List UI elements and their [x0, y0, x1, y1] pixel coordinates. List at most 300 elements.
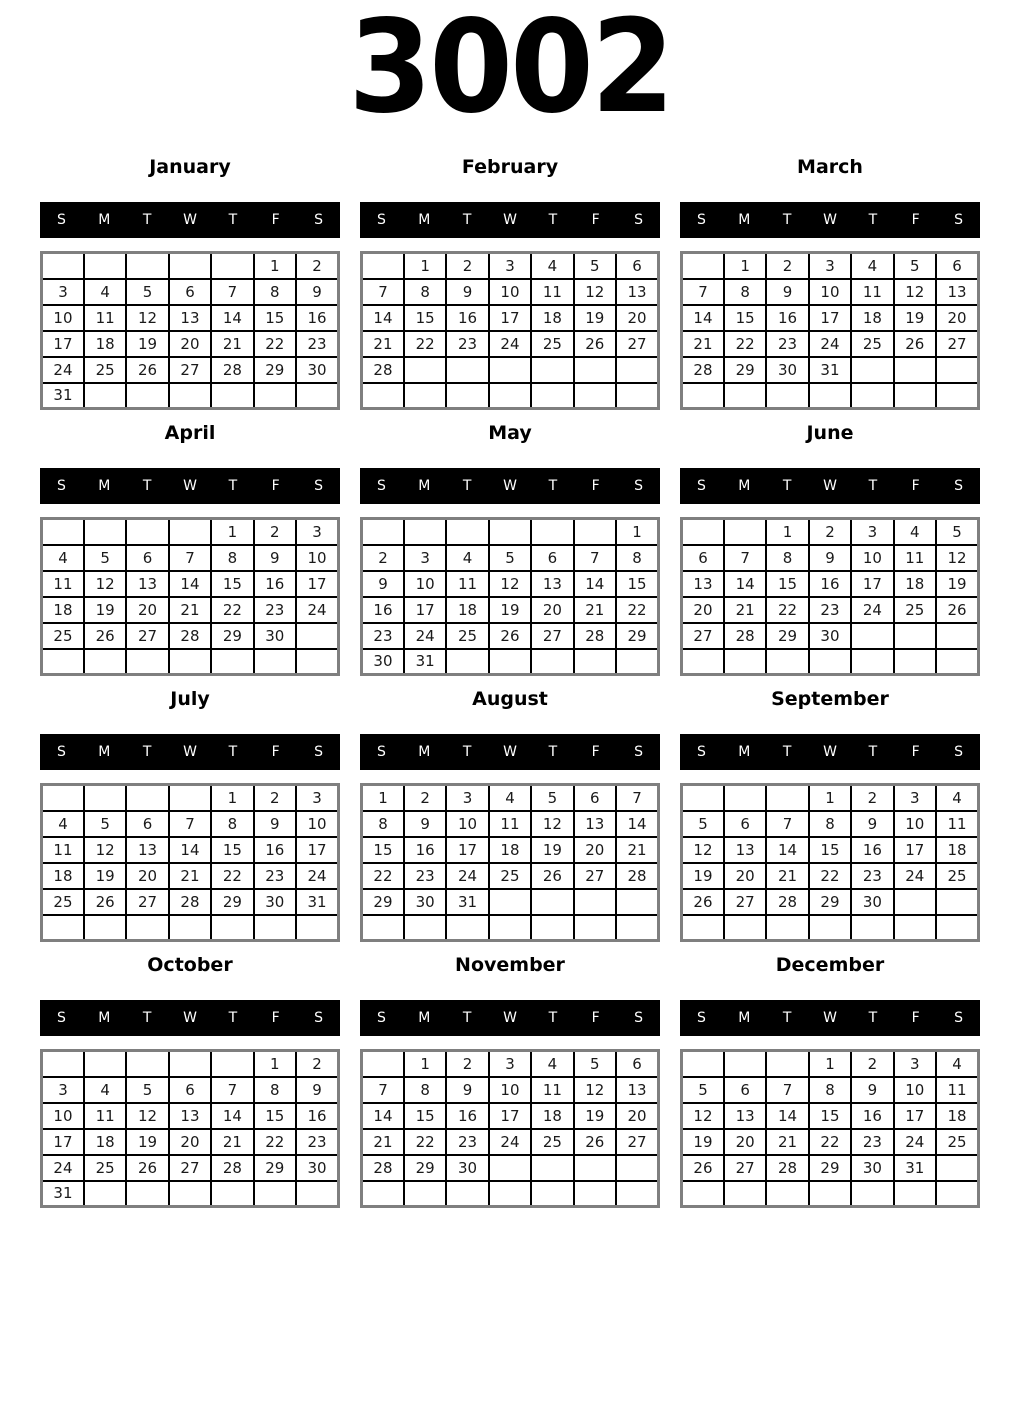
day-cell: 22	[362, 863, 404, 889]
day-cell: 23	[446, 331, 488, 357]
empty-day-cell	[446, 1181, 488, 1207]
day-cell: 2	[851, 785, 893, 811]
empty-day-cell	[936, 649, 978, 675]
day-cell: 21	[362, 1129, 404, 1155]
day-cell: 8	[404, 279, 446, 305]
day-cell: 1	[211, 519, 253, 545]
weekday-label: T	[548, 744, 558, 760]
day-cell: 29	[809, 889, 851, 915]
day-cell: 6	[169, 279, 211, 305]
week-row	[362, 915, 659, 941]
weekday-label: T	[782, 212, 792, 228]
day-cell: 22	[211, 597, 253, 623]
empty-day-cell	[126, 785, 168, 811]
day-cell: 14	[766, 837, 808, 863]
day-cell: 26	[126, 357, 168, 383]
day-cell: 26	[84, 889, 126, 915]
day-cell: 25	[936, 1129, 978, 1155]
day-cell: 17	[489, 305, 531, 331]
weekday-label: W	[503, 212, 517, 228]
week-row	[42, 915, 339, 941]
day-cell: 4	[84, 1077, 126, 1103]
empty-day-cell	[489, 649, 531, 675]
day-cell: 15	[404, 305, 446, 331]
weekday-label: S	[696, 1010, 706, 1026]
weekday-label: S	[696, 744, 706, 760]
day-cell: 26	[574, 331, 616, 357]
day-cell: 13	[724, 1103, 766, 1129]
day-cell: 30	[362, 649, 404, 675]
day-cell: 25	[42, 623, 84, 649]
day-cell: 3	[404, 545, 446, 571]
month-date-grid	[360, 1049, 660, 1208]
day-cell: 26	[682, 889, 724, 915]
empty-day-cell	[254, 1181, 296, 1207]
empty-day-cell	[446, 649, 488, 675]
day-cell: 15	[404, 1103, 446, 1129]
day-cell: 3	[296, 785, 338, 811]
day-cell: 9	[404, 811, 446, 837]
day-cell: 2	[404, 785, 446, 811]
day-cell: 8	[766, 545, 808, 571]
month-date-grid	[680, 251, 980, 410]
day-cell: 21	[362, 331, 404, 357]
empty-day-cell	[169, 253, 211, 279]
empty-day-cell	[766, 649, 808, 675]
day-cell: 1	[404, 253, 446, 279]
day-cell: 15	[211, 571, 253, 597]
weekday-label: S	[314, 212, 324, 228]
day-cell: 24	[296, 863, 338, 889]
week-row	[42, 1181, 339, 1207]
month-block-october	[40, 956, 340, 1208]
weekday-label: S	[376, 478, 386, 494]
week-row	[682, 597, 979, 623]
empty-day-cell	[851, 1181, 893, 1207]
month-date-grid-body	[362, 253, 659, 409]
day-cell: 21	[682, 331, 724, 357]
month-block-may	[360, 424, 660, 676]
empty-day-cell	[809, 915, 851, 941]
empty-day-cell	[446, 915, 488, 941]
weekday-label: T	[548, 1010, 558, 1026]
weekday-label: W	[183, 478, 197, 494]
day-cell: 8	[616, 545, 658, 571]
weekday-label: S	[954, 744, 964, 760]
day-cell: 22	[809, 1129, 851, 1155]
week-row	[682, 889, 979, 915]
week-row	[42, 519, 339, 545]
day-cell: 1	[809, 1051, 851, 1077]
day-cell: 9	[254, 811, 296, 837]
weekday-label: S	[954, 1010, 964, 1026]
day-cell: 17	[296, 837, 338, 863]
day-cell: 6	[724, 811, 766, 837]
day-cell: 18	[446, 597, 488, 623]
empty-day-cell	[809, 383, 851, 409]
empty-day-cell	[724, 519, 766, 545]
empty-day-cell	[531, 1155, 573, 1181]
month-name: March	[797, 156, 863, 178]
day-cell: 22	[211, 863, 253, 889]
day-cell: 25	[851, 331, 893, 357]
day-cell: 28	[616, 863, 658, 889]
empty-day-cell	[851, 915, 893, 941]
day-cell: 25	[531, 331, 573, 357]
day-cell: 4	[84, 279, 126, 305]
day-cell: 30	[296, 357, 338, 383]
weekday-label: T	[462, 1010, 472, 1026]
week-row	[42, 1129, 339, 1155]
day-cell: 4	[446, 545, 488, 571]
empty-day-cell	[682, 253, 724, 279]
week-row	[682, 1181, 979, 1207]
empty-day-cell	[574, 519, 616, 545]
day-cell: 19	[682, 863, 724, 889]
week-row	[42, 1051, 339, 1077]
weekday-header-row	[360, 202, 660, 238]
day-cell: 27	[169, 1155, 211, 1181]
day-cell: 4	[894, 519, 936, 545]
empty-day-cell	[126, 383, 168, 409]
month-block-june	[680, 424, 980, 676]
day-cell: 14	[211, 305, 253, 331]
weekday-label: T	[142, 478, 152, 494]
weekday-label: M	[98, 1010, 111, 1026]
day-cell: 23	[254, 597, 296, 623]
month-name: January	[149, 156, 231, 178]
empty-day-cell	[489, 383, 531, 409]
empty-day-cell	[84, 253, 126, 279]
day-cell: 19	[531, 837, 573, 863]
empty-day-cell	[616, 889, 658, 915]
empty-day-cell	[169, 1181, 211, 1207]
day-cell: 15	[766, 571, 808, 597]
month-date-grid	[360, 251, 660, 410]
empty-day-cell	[531, 519, 573, 545]
weekday-label: T	[782, 1010, 792, 1026]
week-row	[42, 571, 339, 597]
day-cell: 2	[446, 253, 488, 279]
day-cell: 4	[531, 1051, 573, 1077]
day-cell: 8	[211, 811, 253, 837]
day-cell: 16	[851, 837, 893, 863]
year-title: 3002	[348, 0, 672, 142]
day-cell: 10	[446, 811, 488, 837]
week-row	[682, 545, 979, 571]
day-cell: 11	[851, 279, 893, 305]
weekday-label: W	[503, 1010, 517, 1026]
week-row	[42, 357, 339, 383]
weekday-label: T	[548, 212, 558, 228]
day-cell: 4	[851, 253, 893, 279]
empty-day-cell	[682, 519, 724, 545]
day-cell: 9	[766, 279, 808, 305]
day-cell: 24	[296, 597, 338, 623]
empty-day-cell	[574, 915, 616, 941]
month-block-april	[40, 424, 340, 676]
day-cell: 13	[126, 837, 168, 863]
day-cell: 9	[851, 811, 893, 837]
day-cell: 31	[296, 889, 338, 915]
weekday-label: T	[782, 744, 792, 760]
month-date-grid-body	[682, 785, 979, 941]
empty-day-cell	[682, 915, 724, 941]
month-date-grid	[360, 783, 660, 942]
day-cell: 4	[936, 785, 978, 811]
day-cell: 4	[489, 785, 531, 811]
day-cell: 8	[404, 1077, 446, 1103]
months-grid	[0, 158, 1020, 1208]
empty-day-cell	[936, 915, 978, 941]
day-cell: 15	[809, 837, 851, 863]
month-date-grid-body	[682, 519, 979, 675]
day-cell: 17	[404, 597, 446, 623]
weekday-label: T	[462, 212, 472, 228]
empty-day-cell	[574, 1181, 616, 1207]
week-row	[362, 571, 659, 597]
weekday-label: T	[868, 744, 878, 760]
month-date-grid	[680, 1049, 980, 1208]
day-cell: 12	[936, 545, 978, 571]
month-date-grid	[40, 251, 340, 410]
week-row	[682, 785, 979, 811]
day-cell: 22	[404, 1129, 446, 1155]
day-cell: 14	[169, 571, 211, 597]
day-cell: 4	[936, 1051, 978, 1077]
weekday-label: S	[314, 1010, 324, 1026]
day-cell: 11	[489, 811, 531, 837]
day-cell: 16	[766, 305, 808, 331]
weekday-label: M	[98, 478, 111, 494]
day-cell: 13	[169, 1103, 211, 1129]
day-cell: 21	[211, 331, 253, 357]
empty-day-cell	[211, 1051, 253, 1077]
day-cell: 30	[254, 623, 296, 649]
day-cell: 20	[126, 863, 168, 889]
empty-day-cell	[894, 357, 936, 383]
day-cell: 5	[84, 545, 126, 571]
week-row	[362, 1129, 659, 1155]
day-cell: 13	[616, 1077, 658, 1103]
empty-day-cell	[531, 889, 573, 915]
day-cell: 26	[84, 623, 126, 649]
weekday-header-row	[680, 202, 980, 238]
weekday-label: T	[228, 744, 238, 760]
month-date-grid-body	[682, 1051, 979, 1207]
month-date-grid-body	[362, 1051, 659, 1207]
week-row	[682, 331, 979, 357]
empty-day-cell	[489, 1155, 531, 1181]
day-cell: 1	[254, 1051, 296, 1077]
day-cell: 20	[531, 597, 573, 623]
day-cell: 6	[574, 785, 616, 811]
day-cell: 14	[211, 1103, 253, 1129]
day-cell: 26	[531, 863, 573, 889]
day-cell: 12	[682, 1103, 724, 1129]
day-cell: 20	[936, 305, 978, 331]
day-cell: 27	[574, 863, 616, 889]
day-cell: 6	[682, 545, 724, 571]
weekday-label: W	[823, 1010, 837, 1026]
weekday-label: F	[911, 744, 920, 760]
month-name: August	[472, 688, 548, 710]
month-name: September	[771, 688, 889, 710]
empty-day-cell	[851, 623, 893, 649]
day-cell: 13	[724, 837, 766, 863]
day-cell: 1	[404, 1051, 446, 1077]
weekday-label: F	[271, 478, 280, 494]
empty-day-cell	[296, 649, 338, 675]
weekday-label: T	[868, 212, 878, 228]
weekday-label: S	[634, 1010, 644, 1026]
day-cell: 3	[42, 279, 84, 305]
day-cell: 16	[851, 1103, 893, 1129]
empty-day-cell	[936, 1155, 978, 1181]
empty-day-cell	[404, 1181, 446, 1207]
weekday-label: T	[228, 212, 238, 228]
week-row	[682, 811, 979, 837]
empty-day-cell	[84, 649, 126, 675]
weekday-label: W	[823, 212, 837, 228]
empty-day-cell	[574, 889, 616, 915]
weekday-header-row	[360, 1000, 660, 1036]
day-cell: 14	[169, 837, 211, 863]
day-cell: 17	[809, 305, 851, 331]
weekday-label: W	[823, 744, 837, 760]
month-date-grid-body	[42, 1051, 339, 1207]
weekday-label: S	[56, 212, 66, 228]
weekday-label: T	[228, 478, 238, 494]
day-cell: 20	[616, 305, 658, 331]
day-cell: 21	[766, 1129, 808, 1155]
weekday-label: M	[738, 478, 751, 494]
day-cell: 5	[126, 1077, 168, 1103]
empty-day-cell	[84, 1051, 126, 1077]
day-cell: 25	[84, 357, 126, 383]
week-row	[42, 545, 339, 571]
day-cell: 24	[489, 1129, 531, 1155]
day-cell: 27	[126, 889, 168, 915]
day-cell: 13	[616, 279, 658, 305]
day-cell: 28	[574, 623, 616, 649]
weekday-label: T	[142, 1010, 152, 1026]
day-cell: 18	[84, 331, 126, 357]
empty-day-cell	[84, 915, 126, 941]
week-row	[42, 597, 339, 623]
day-cell: 23	[404, 863, 446, 889]
week-row	[362, 1181, 659, 1207]
empty-day-cell	[894, 915, 936, 941]
day-cell: 12	[84, 571, 126, 597]
empty-day-cell	[169, 519, 211, 545]
weekday-header-row	[40, 734, 340, 770]
day-cell: 30	[446, 1155, 488, 1181]
day-cell: 28	[211, 1155, 253, 1181]
day-cell: 16	[446, 1103, 488, 1129]
day-cell: 20	[682, 597, 724, 623]
week-row	[682, 571, 979, 597]
day-cell: 2	[254, 785, 296, 811]
weekday-label: M	[738, 212, 751, 228]
weekday-label: M	[738, 1010, 751, 1026]
day-cell: 7	[211, 279, 253, 305]
week-row	[682, 623, 979, 649]
weekday-header-row	[40, 202, 340, 238]
day-cell: 11	[84, 1103, 126, 1129]
empty-day-cell	[574, 383, 616, 409]
empty-day-cell	[936, 357, 978, 383]
empty-day-cell	[766, 915, 808, 941]
month-date-grid	[680, 783, 980, 942]
empty-day-cell	[126, 915, 168, 941]
day-cell: 7	[724, 545, 766, 571]
week-row	[362, 1155, 659, 1181]
month-block-december	[680, 956, 980, 1208]
empty-day-cell	[851, 649, 893, 675]
week-row	[682, 1077, 979, 1103]
day-cell: 17	[894, 837, 936, 863]
week-row	[42, 1155, 339, 1181]
day-cell: 6	[936, 253, 978, 279]
week-row	[682, 357, 979, 383]
week-row	[42, 889, 339, 915]
week-row	[682, 383, 979, 409]
week-row	[682, 253, 979, 279]
month-block-august	[360, 690, 660, 942]
empty-day-cell	[531, 1181, 573, 1207]
empty-day-cell	[489, 889, 531, 915]
day-cell: 21	[574, 597, 616, 623]
empty-day-cell	[126, 1181, 168, 1207]
day-cell: 22	[809, 863, 851, 889]
empty-day-cell	[531, 357, 573, 383]
day-cell: 5	[126, 279, 168, 305]
day-cell: 13	[126, 571, 168, 597]
empty-day-cell	[169, 649, 211, 675]
week-row	[42, 863, 339, 889]
day-cell: 6	[616, 253, 658, 279]
empty-day-cell	[489, 357, 531, 383]
empty-day-cell	[362, 519, 404, 545]
month-name: February	[461, 156, 559, 178]
day-cell: 6	[169, 1077, 211, 1103]
weekday-label: F	[271, 1010, 280, 1026]
month-block-july	[40, 690, 340, 942]
day-cell: 23	[296, 1129, 338, 1155]
empty-day-cell	[42, 253, 84, 279]
empty-day-cell	[126, 649, 168, 675]
day-cell: 14	[682, 305, 724, 331]
day-cell: 23	[766, 331, 808, 357]
day-cell: 20	[169, 1129, 211, 1155]
empty-day-cell	[126, 253, 168, 279]
day-cell: 26	[126, 1155, 168, 1181]
day-cell: 9	[851, 1077, 893, 1103]
day-cell: 17	[42, 331, 84, 357]
day-cell: 18	[851, 305, 893, 331]
day-cell: 9	[362, 571, 404, 597]
day-cell: 2	[809, 519, 851, 545]
day-cell: 19	[84, 597, 126, 623]
week-row	[682, 837, 979, 863]
week-row	[362, 649, 659, 675]
day-cell: 12	[126, 305, 168, 331]
empty-day-cell	[724, 915, 766, 941]
day-cell: 8	[254, 1077, 296, 1103]
month-date-grid-body	[42, 253, 339, 409]
day-cell: 24	[489, 331, 531, 357]
